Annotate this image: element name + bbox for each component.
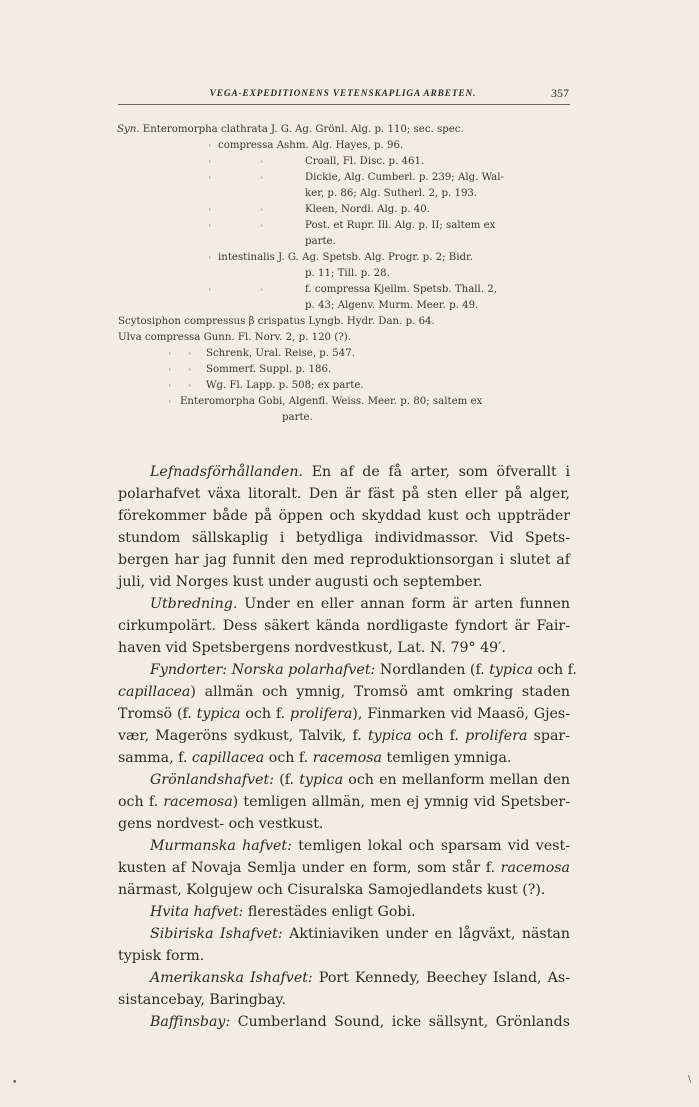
paragraph-line: kusten af Novaja Semlja under en form, som står f. racemosa [118,860,570,876]
paragraph-line: samma, f. capillacea och f. racemosa temligen ymniga. [118,750,512,766]
paragraph-line: förekommer både på öppen och skyddad kust och uppträder [118,508,570,524]
ditto-mark-icon: › [208,141,212,150]
synonymy-line: Ulva compressa Gunn. Fl. Norv. 2, p. 120 (?). [118,332,351,343]
synonymy-line: › › Post. et Rupr. Ill. Alg. p. II; saltem ex [208,220,496,231]
paragraph-line: närmast, Kolgujew och Cisuralska Samojedlandets kust (?). [118,882,546,898]
paragraph-line: Baffinsbay: Cumberland Sound, icke sällsynt, Grönlands [150,1014,570,1030]
ditto-mark-icon: › [168,381,172,390]
ditto-mark-icon: › [208,173,212,182]
ditto-mark-icon: › [208,221,212,230]
ditto-mark-icon: › [168,349,172,358]
ditto-mark-icon: › [188,365,192,374]
paragraph-line: Grönlandshafvet: (f. typica och en mellanform mellan den [150,772,571,788]
paragraph-line: cirkumpolärt. Dess säkert kända nordligaste fyndort är Fair- [118,618,570,634]
ditto-mark-icon: › [208,205,212,214]
ditto-mark-icon: › [188,349,192,358]
synonymy-line: Scytosiphon compressus β crispatus Lyngb. Hydr. Dan. p. 64. [118,316,435,327]
paragraph-line: bergen har jag funnit den med reproduktionsorgan i slutet af [118,552,570,568]
paragraph-line: gens nordvest- och vestkust. [118,816,324,832]
region-sibiriska: Sibiriska Ishafvet: [150,926,283,942]
synonymy-line: parte. [305,236,336,247]
synonymy-line: Syn. Enteromorpha clathrata J. G. Ag. Grönl. Alg. p. 110; sec. spec. [117,124,464,135]
synonymy-label: Syn. [117,124,140,135]
paragraph-line: stundom sällskaplig i betydliga individmassor. Vid Spets- [118,530,570,546]
paragraph-line: Amerikanska Ishafvet: Port Kennedy, Beechey Island, As- [150,970,571,986]
ditto-mark-icon: › [259,173,264,182]
synonymy-line: › › Dickie, Alg. Cumberl. p. 239; Alg. Wal- [208,172,504,183]
paragraph-line: och f. racemosa) temligen allmän, men ej ymnig vid Spetsber- [118,794,571,810]
ditto-mark-icon: › [259,157,264,166]
page-number: 357 [551,86,569,100]
synonymy-line: › › Croall, Fl. Disc. p. 461. [208,156,425,167]
paragraph-line: Hvita hafvet: flerestädes enligt Gobi. [150,904,416,920]
paragraph-line: polarhafvet växa litoralt. Den är fäst på sten eller på alger, [118,486,570,502]
paragraph-line: Sibiriska Ishafvet: Aktiniaviken under en lågväxt, nästan [150,926,571,942]
synonymy-line: p. 11; Till. p. 28. [305,268,390,279]
region-murmanska: Murmanska hafvet: [150,838,292,854]
ditto-mark-icon: › [208,285,212,294]
region-hvita: Hvita hafvet: [150,904,244,920]
ditto-mark-icon: › [259,221,264,230]
ditto-mark-icon: › [208,157,212,166]
region-gronland: Grönlandshafvet: [150,772,275,788]
synonymy-line: › compressa Ashm. Alg. Hayes, p. 96. [208,140,404,151]
ditto-mark-icon: › [259,285,264,294]
synonymy-line: › › Wg. Fl. Lapp. p. 508; ex parte. [168,380,364,391]
ditto-mark-icon: › [168,365,172,374]
section-label-lefnad: Lefnadsförhållanden. [150,464,303,480]
running-header: VEGA-EXPEDITIONENS VETENSKAPLIGA ARBETEN. [209,89,477,99]
synonymy-line: › › Schrenk, Ural. Reise, p. 547. [168,348,355,359]
speck-mark: \ [688,1075,692,1085]
synonymy-line: parte. [282,412,313,423]
section-label-utbredning: Utbredning. [150,596,238,612]
header-rule [118,104,570,105]
speck-mark: • [12,1078,18,1088]
synonymy-line: p. 43; Algenv. Murm. Meer. p. 49. [305,300,479,311]
paragraph-line: capillacea) allmän och ymnig, Tromsö amt omkring staden [118,684,570,700]
paragraph-line: Fyndorter: Norska polarhafvet: Nordlanden (f. typica och f. [150,662,577,678]
paragraph-line: Utbredning. Under en eller annan form är arten funnen [150,596,571,612]
synonymy-line: › › Kleen, Nordl. Alg. p. 40. [208,204,430,215]
paragraph-line: Tromsö (f. typica och f. prolifera), Finmarken vid Maasö, Gjes- [118,706,570,722]
ditto-mark-icon: › [188,381,192,390]
paragraph-line: vær, Mageröns sydkust, Talvik, f. typica och f. prolifera spar- [118,728,570,744]
paragraph-line: Lefnadsförhållanden. En af de få arter, som öfverallt i [150,464,570,480]
synonymy-line: › › Sommerf. Suppl. p. 186. [168,364,332,375]
ditto-mark-icon: › [168,397,172,406]
synonymy-line: › Enteromorpha Gobi, Algenfl. Weiss. Meer. p. 80; saltem ex [168,396,483,407]
section-label-fyndorter: Fyndorter: [150,662,228,678]
paragraph-line: sistancebay, Baringbay. [118,992,287,1008]
ditto-mark-icon: › [259,205,264,214]
synonymy-line: ker, p. 86; Alg. Sutherl. 2, p. 193. [305,188,478,199]
region-norska: Norska polarhafvet: [231,662,376,678]
paragraph-line: juli, vid Norges kust under augusti och september. [118,574,483,590]
region-amerikanska: Amerikanska Ishafvet: [150,970,313,986]
synonymy-line: › › f. compressa Kjellm. Spetsb. Thall. 2, [208,284,498,295]
paragraph-line: Murmanska hafvet: temligen lokal och sparsam vid vest- [150,838,570,854]
paragraph-line: typisk form. [118,948,205,964]
paragraph-line: haven vid Spetsbergens nordvestkust, Lat. N. 79° 49′. [118,640,506,656]
ditto-mark-icon: › [208,253,212,262]
synonymy-line: › intestinalis J. G. Ag. Spetsb. Alg. Progr. p. 2; Bidr. [208,252,473,263]
region-baffinsbay: Baffinsbay: [150,1014,231,1030]
